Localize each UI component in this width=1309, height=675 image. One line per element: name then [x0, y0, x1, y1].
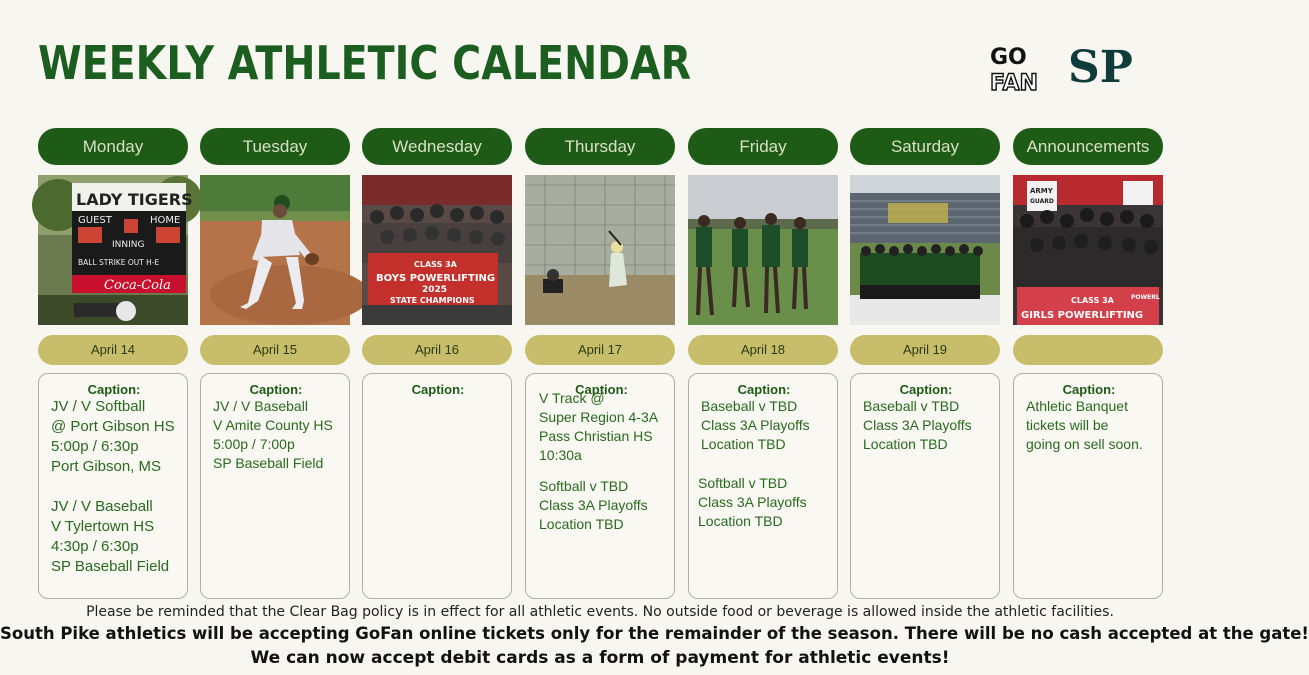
banner-class: CLASS 3A [414, 260, 457, 269]
date-label: April 19 [850, 335, 1000, 365]
caption-line: V Track @ [539, 390, 605, 406]
caption-box [850, 373, 1000, 599]
stadium-image [850, 175, 1000, 325]
caption-line: V Tylertown HS [51, 518, 155, 535]
caption-box [525, 373, 675, 599]
gofan-logo-bottom: FAN [990, 71, 1038, 96]
caption-line: Athletic Banquet [1026, 398, 1128, 414]
caption-line: JV / V Softball [51, 398, 146, 415]
day-column-tuesday [200, 128, 350, 599]
day-column-thursday [525, 128, 675, 599]
caption-line: Class 3A Playoffs [701, 417, 810, 433]
caption-line: Pass Christian HS [539, 428, 653, 444]
track-athletes-photo [688, 175, 838, 325]
caption-line: Location TBD [863, 436, 948, 452]
date-label: April 16 [362, 335, 512, 365]
day-header: Friday [688, 128, 838, 165]
caption-line: Location TBD [698, 513, 783, 529]
caption-line: 5:00p / 7:00p [213, 436, 295, 452]
date-label [1013, 335, 1163, 365]
scoreboard-title: LADY TIGERS [76, 190, 193, 209]
powerlifting-girls-image [1013, 175, 1163, 325]
day-header: Thursday [525, 128, 675, 165]
south-pike-logo [1068, 30, 1133, 98]
caption-line: JV / V Baseball [213, 398, 308, 414]
caption-line: Location TBD [539, 516, 624, 532]
caption-line: JV / V Baseball [51, 498, 153, 515]
debit-card-notice: We can now accept debit cards as a form of payment for athletic events! [250, 648, 950, 668]
day-column-announcements [1013, 128, 1163, 599]
caption-line: Class 3A Playoffs [698, 494, 807, 510]
date-label: April 17 [525, 335, 675, 365]
logos [988, 30, 1133, 100]
caption-line: @ Port Gibson HS [51, 418, 175, 435]
banner-year: 2025 [422, 285, 448, 295]
baseball-image [200, 175, 350, 325]
page-title: WEEKLY ATHLETIC CALENDAR [38, 36, 692, 90]
banner-sport: BOYS POWERLIFTING [376, 273, 496, 284]
caption-label: Caption: [899, 382, 953, 397]
caption-box [200, 373, 350, 599]
scoreboard-guest: GUEST [78, 215, 112, 226]
caption-label: Caption: [411, 382, 465, 397]
day-column-saturday [850, 128, 1000, 599]
caption-label: Caption: [737, 382, 791, 397]
powerlifting-boys-image [362, 175, 512, 325]
banner-side: POWERL [1131, 294, 1160, 301]
baseball-player-photo [200, 175, 350, 325]
caption-box [362, 373, 512, 599]
gofan-notice: South Pike athletics will be accepting GoFan online tickets only for the remainder of the season. There will be no cash accepted at the gate! [0, 624, 1309, 643]
caption-label: Caption: [1062, 382, 1116, 397]
caption-line: 4:30p / 6:30p [51, 538, 139, 555]
date-label: April 14 [38, 335, 188, 365]
scoreboard-home: HOME [150, 215, 181, 226]
caption-line: Class 3A Playoffs [539, 497, 648, 513]
caption-label: Caption: [87, 382, 141, 397]
south-pike-logo-text: SP [1068, 42, 1133, 93]
scoreboard-ball-strike-out: BALL STRIKE OUT H-E [78, 258, 160, 267]
caption-line: Super Region 4-3A [539, 409, 659, 425]
caption-line: Baseball v TBD [863, 398, 960, 414]
banner-class: CLASS 3A [1071, 296, 1114, 305]
day-header: Tuesday [200, 128, 350, 165]
caption-line: Location TBD [701, 436, 786, 452]
caption-line: Softball v TBD [539, 478, 629, 494]
caption-line: 10:30a [539, 447, 582, 463]
softball-image [525, 175, 675, 325]
caption-spacer [539, 465, 664, 477]
sponsor-army: ARMY [1030, 187, 1053, 195]
caption-label: Caption: [249, 382, 303, 397]
sponsor-guard: GUARD [1030, 198, 1054, 205]
caption-box [1013, 373, 1163, 599]
scoreboard-photo [38, 175, 193, 325]
caption-line: SP Baseball Field [51, 558, 170, 575]
caption-line: Class 3A Playoffs [863, 417, 972, 433]
day-header: Monday [38, 128, 188, 165]
banner-sport: GIRLS POWERLIFTING [1021, 310, 1144, 321]
day-column-friday [688, 128, 838, 599]
date-label: April 18 [688, 335, 838, 365]
girls-powerlifting-photo [1013, 175, 1163, 325]
scoreboard-inning: INNING [112, 240, 145, 250]
track-image [688, 175, 838, 325]
powerlifting-team-photo [362, 175, 512, 325]
caption-label: Caption: [575, 382, 628, 397]
team-stadium-photo [850, 175, 1000, 325]
caption-line: V Amite County HS [213, 417, 333, 433]
day-column-monday [38, 128, 193, 599]
caption-line: 5:00p / 6:30p [51, 438, 139, 455]
caption-box [38, 373, 188, 599]
caption-line: Softball v TBD [698, 475, 788, 491]
scoreboard-image [38, 175, 193, 325]
clear-bag-notice: Please be reminded that the Clear Bag policy is in effect for all athletic events. No outside food or beverage is allowed inside the athletic facilities. [86, 604, 1114, 620]
day-header: Announcements [1013, 128, 1163, 165]
caption-line: Baseball v TBD [701, 398, 798, 414]
caption-line: tickets will be [1026, 417, 1109, 433]
banner-champions: STATE CHAMPIONS [390, 296, 475, 305]
caption-line: going on sell soon. [1026, 436, 1143, 452]
gofan-logo-top: GO [990, 45, 1027, 70]
day-column-wednesday [362, 128, 512, 599]
scoreboard-sponsor: Coca-Cola [104, 278, 171, 293]
softball-photo [525, 175, 675, 325]
date-label: April 15 [200, 335, 350, 365]
caption-box [688, 373, 838, 599]
day-header: Wednesday [362, 128, 512, 165]
caption-line: Port Gibson, MS [51, 458, 162, 475]
caption-spacer [51, 477, 177, 497]
caption-line: SP Baseball Field [213, 455, 324, 471]
gofan-logo [988, 42, 1062, 94]
caption-spacer [701, 454, 827, 474]
day-header: Saturday [850, 128, 1000, 165]
